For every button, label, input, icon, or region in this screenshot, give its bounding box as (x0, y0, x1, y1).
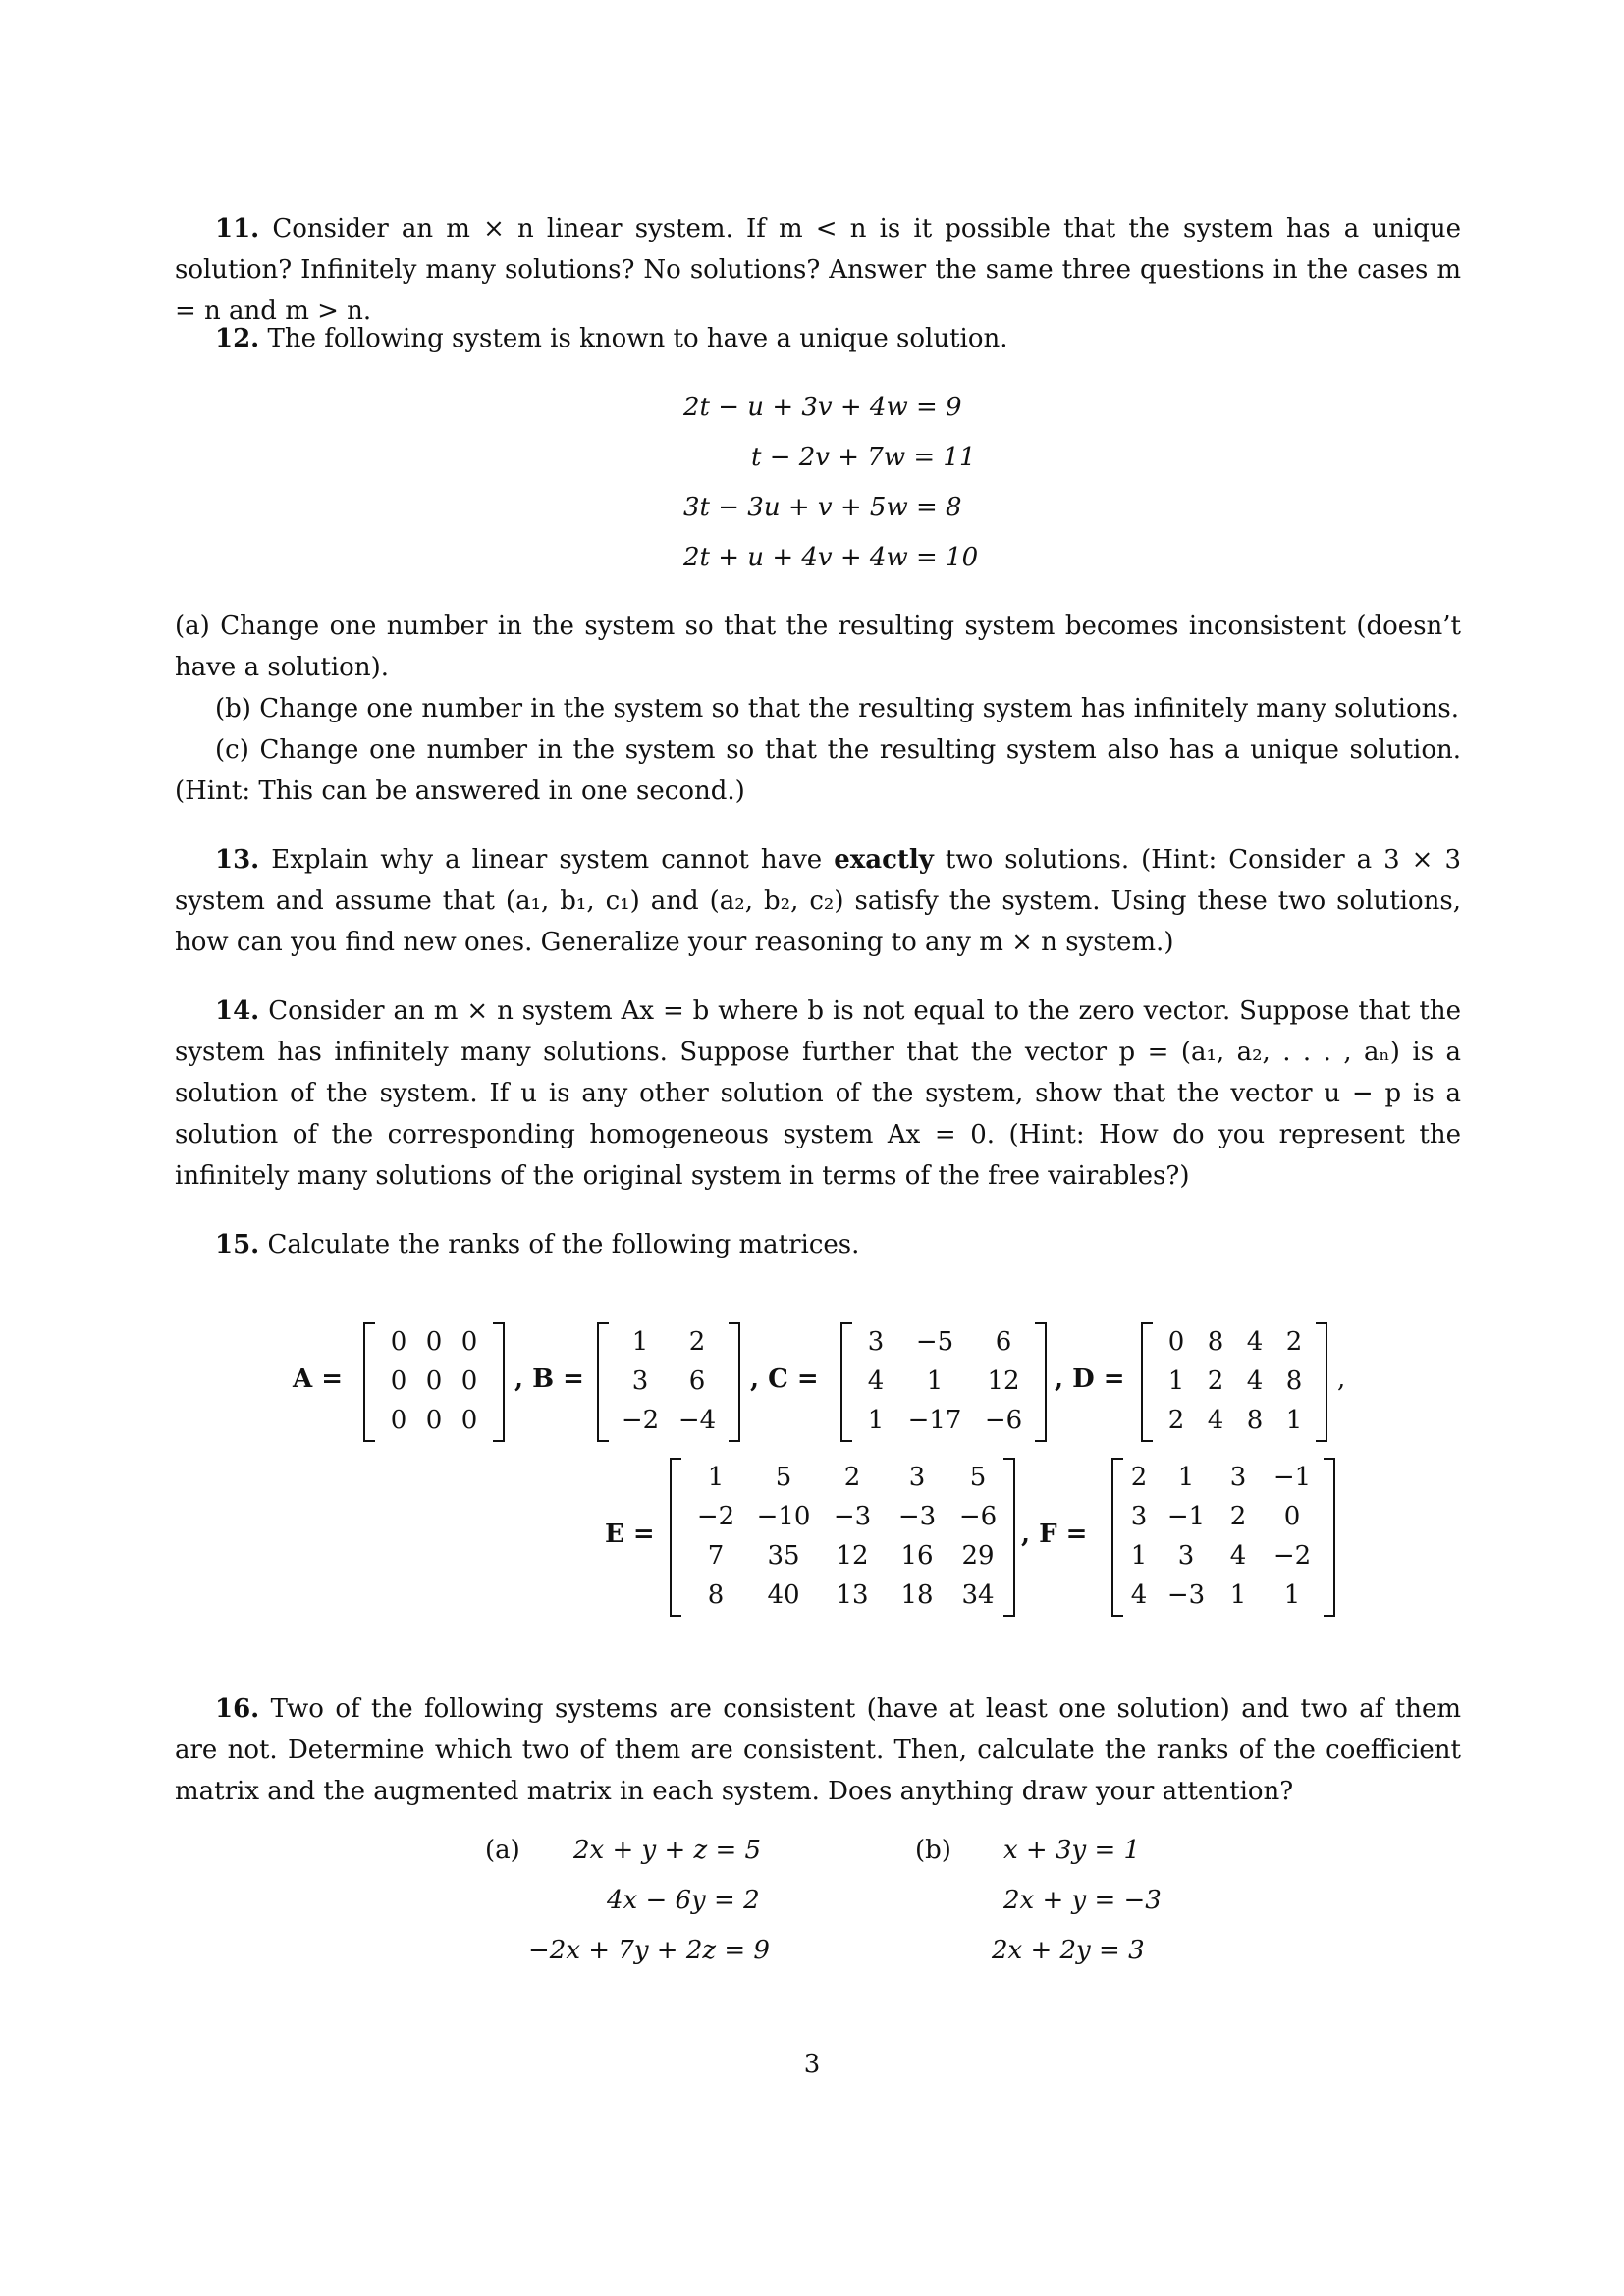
matrix-cell: 1 (631, 1327, 649, 1357)
matrix-cell: 40 (767, 1580, 800, 1610)
problem-13 (175, 839, 1461, 963)
equation-row: 2x + 2y = 3 (992, 1936, 1145, 1965)
problem-16-number: 16. (215, 1694, 260, 1724)
problem-13-number: 13. (215, 845, 260, 875)
matrix-cell: 6 (688, 1366, 706, 1396)
matrix-cell: 12 (987, 1366, 1020, 1396)
matrix-a (363, 1322, 505, 1442)
problem-12-part-c (175, 729, 1461, 812)
matrix-e-label: E = (605, 1520, 655, 1549)
system-a-label: (a) (485, 1836, 520, 1865)
problem-12-part-b (175, 688, 1461, 729)
matrix-cell: 0 (460, 1406, 478, 1435)
matrix-f (1111, 1458, 1335, 1617)
matrix-cell: 1 (926, 1366, 944, 1396)
matrix-cell: 4 (1246, 1327, 1264, 1357)
system-b-label: (b) (915, 1836, 951, 1865)
matrix-cell: −5 (915, 1327, 954, 1357)
matrix-cell: 0 (460, 1366, 478, 1396)
matrix-cell: 1 (1167, 1366, 1185, 1396)
problem-12-part-a (175, 606, 1461, 688)
problem-11 (175, 208, 1461, 332)
matrix-cell: 35 (767, 1541, 800, 1571)
matrix-cell: 0 (460, 1327, 478, 1357)
matrix-cell: 29 (961, 1541, 995, 1571)
equation-row: x + 3y = 1 (1003, 1836, 1141, 1865)
matrix-cell: 3 (1130, 1502, 1148, 1531)
problem-12-number: 12. (215, 324, 260, 353)
problem-12-intro (175, 318, 1461, 359)
matrix-cell: 0 (390, 1327, 407, 1357)
problem-15-number: 15. (215, 1230, 260, 1259)
matrix-cell: 2 (1229, 1502, 1247, 1531)
matrix-b (597, 1322, 740, 1442)
equation-row: 2x + y + z = 5 (573, 1836, 762, 1865)
part-b-text: (b) Change one number in the system so that the resulting system has infinitely many solutions. (215, 694, 1459, 723)
problem-15-intro-text: Calculate the ranks of the following matrices. (267, 1230, 860, 1259)
matrix-cell: −1 (1272, 1463, 1312, 1492)
matrix-cell: −17 (907, 1406, 962, 1435)
matrix-cell: 3 (631, 1366, 649, 1396)
matrix-cell: 16 (900, 1541, 934, 1571)
matrix-cell: −3 (897, 1502, 937, 1531)
matrix-cell: 8 (1246, 1406, 1264, 1435)
matrix-cell: 8 (1207, 1327, 1224, 1357)
matrix-cell: −1 (1166, 1502, 1206, 1531)
equation-row: t − 2v + 7w = 11 (751, 443, 976, 472)
matrix-cell: −6 (984, 1406, 1023, 1435)
matrix-f-label: , F = (1021, 1520, 1088, 1549)
matrix-cell: 3 (1177, 1541, 1195, 1571)
matrix-cell: −6 (958, 1502, 998, 1531)
matrix-cell: 13 (836, 1580, 869, 1610)
matrix-cell: 2 (1207, 1366, 1224, 1396)
problem-13-text-before: Explain why a linear system cannot have (271, 845, 823, 875)
matrix-cell: −4 (677, 1406, 717, 1435)
matrix-d (1141, 1322, 1327, 1442)
page-number: 3 (803, 2050, 821, 2079)
matrix-cell: 2 (688, 1327, 706, 1357)
matrix-cell: 0 (1167, 1327, 1185, 1357)
matrix-cell: 3 (1229, 1463, 1247, 1492)
problem-15-intro (175, 1224, 1461, 1265)
matrix-cell: 8 (1285, 1366, 1303, 1396)
matrix-cell: 1 (707, 1463, 725, 1492)
matrix-cell: 2 (1167, 1406, 1185, 1435)
equation-row: 2x + y = −3 (1003, 1886, 1162, 1915)
matrix-cell: 5 (775, 1463, 792, 1492)
part-c-text: (c) Change one number in the system so that the resulting system also has a unique solution. (Hint: This can be answered in one second.) (175, 735, 1461, 806)
matrix-cell: 4 (1229, 1541, 1247, 1571)
matrix-c-label: , C = (750, 1364, 819, 1394)
problem-13-text-after: two solutions. (Hint: Consider a 3 × 3 system and assume that (a₁, b₁, c₁) and (a₂, b₂, c₂) satisfy the system. Using these two solutions, how can you find new ones. Generalize your reasoning to any m × n system.) (175, 845, 1462, 957)
problem-12-intro-text: The following system is known to have a unique solution. (267, 324, 1008, 353)
matrix-cell: 3 (867, 1327, 885, 1357)
matrix-cell: 4 (1130, 1580, 1148, 1610)
problem-16 (175, 1688, 1461, 1812)
matrix-cell: 0 (425, 1406, 443, 1435)
matrix-c (840, 1322, 1047, 1442)
matrix-a-label: A = (293, 1364, 344, 1394)
part-a-text: (a) Change one number in the system so that the resulting system becomes inconsistent (doesn’t have a solution). (175, 612, 1461, 682)
matrix-cell: 1 (867, 1406, 885, 1435)
problem-11-number: 11. (215, 214, 260, 243)
matrix-cell: 0 (425, 1327, 443, 1357)
matrix-e (670, 1458, 1015, 1617)
matrix-cell: 1 (1177, 1463, 1195, 1492)
equation-row: 3t − 3u + v + 5w = 8 (683, 493, 962, 522)
matrix-cell: 34 (961, 1580, 995, 1610)
matrix-cell: 18 (900, 1580, 934, 1610)
equation-row: 4x − 6y = 2 (607, 1886, 760, 1915)
matrix-cell: 8 (707, 1580, 725, 1610)
matrix-cell: 2 (843, 1463, 861, 1492)
matrix-cell: 2 (1130, 1463, 1148, 1492)
matrix-cell: 3 (908, 1463, 926, 1492)
matrix-cell: 4 (1207, 1406, 1224, 1435)
matrix-d-label: , D = (1055, 1364, 1125, 1394)
matrix-cell: 4 (867, 1366, 885, 1396)
problem-14-number: 14. (215, 996, 260, 1026)
matrix-cell: −10 (756, 1502, 811, 1531)
matrix-cell: 4 (1246, 1366, 1264, 1396)
matrix-cell: −3 (833, 1502, 872, 1531)
matrix-cell: 0 (390, 1406, 407, 1435)
matrix-cell: −2 (696, 1502, 735, 1531)
matrix-cell: −2 (1272, 1541, 1312, 1571)
matrix-cell: 1 (1130, 1541, 1148, 1571)
matrix-d-trailing-comma: , (1337, 1364, 1346, 1394)
matrix-cell: 1 (1285, 1406, 1303, 1435)
matrix-cell: 6 (995, 1327, 1012, 1357)
matrix-cell: 0 (1283, 1502, 1301, 1531)
problem-14 (175, 990, 1461, 1197)
matrix-cell: 1 (1229, 1580, 1247, 1610)
matrix-cell: 12 (836, 1541, 869, 1571)
problem-14-text: Consider an m × n system Ax = b where b is not equal to the zero vector. Suppose that the system has infinitely many solutions. Suppose further that the vector p = (a₁, a₂, . . . , aₙ) is a solution of the system. If u is any other solution of the system, show that the vector u − p is a solution of the corresponding homogeneous system Ax = 0. (Hint: How do you represent the infinitely many solutions of the original system in terms of the free vairables?) (175, 996, 1461, 1191)
matrix-cell: 0 (425, 1366, 443, 1396)
problem-16-text: Two of the following systems are consistent (have at least one solution) and two af them are not. Determine which two of them are consistent. Then, calculate the ranks of the coefficient matrix and the augmented matrix in each system. Does anything draw your attention? (175, 1694, 1462, 1806)
problem-13-bold-word: exactly (834, 845, 934, 875)
matrix-cell: 5 (969, 1463, 987, 1492)
matrix-cell: 2 (1285, 1327, 1303, 1357)
equation-row: 2t − u + 3v + 4w = 9 (683, 393, 962, 422)
matrix-b-label: , B = (514, 1364, 584, 1394)
matrix-cell: 0 (390, 1366, 407, 1396)
matrix-cell: 1 (1283, 1580, 1301, 1610)
matrix-cell: −3 (1166, 1580, 1206, 1610)
equation-row: 2t + u + 4v + 4w = 10 (683, 543, 979, 572)
problem-11-text: Consider an m × n linear system. If m < n is it possible that the system has a unique solution? Infinitely many solutions? No solutions? Answer the same three questions in the cases m = n and m > n. (175, 214, 1461, 326)
matrix-cell: −2 (621, 1406, 660, 1435)
equation-row: −2x + 7y + 2z = 9 (528, 1936, 770, 1965)
matrix-cell: 7 (707, 1541, 725, 1571)
